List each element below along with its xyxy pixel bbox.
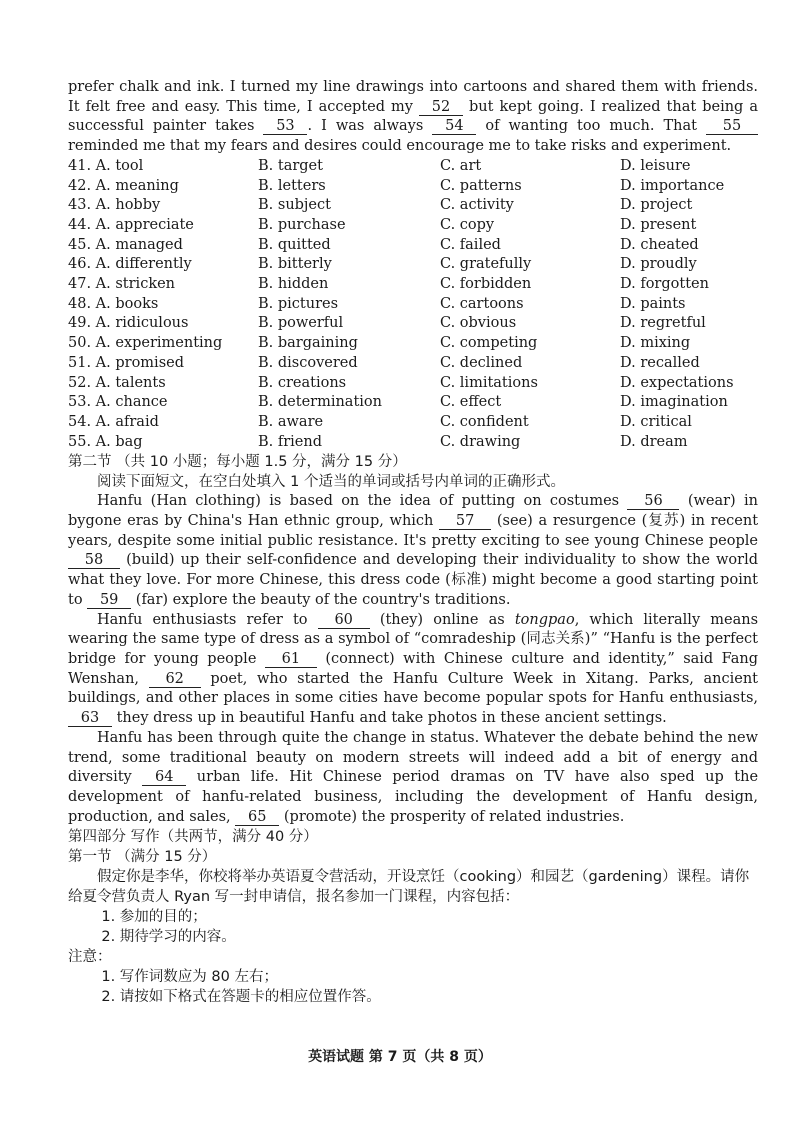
passage-paragraph: Hanfu has been through quite the change in status. Whatever the debate behind the new trend, some traditional beauty on modern streets will indeed add a bit of energy and diversity 64 urban life. Hit Chinese period dramas on TV have also sped up the development of hanfu-related business, including the development of Hanfu design, production, and sales, 65 (promote) the prosperity of related industries.	[68, 729, 759, 825]
note-item: 2. 请按如下格式在答题卡的相应位置作答。	[101, 989, 381, 1006]
term-tongpao: tongpao	[514, 611, 575, 628]
page-footer: 英语试题 第 7 页（共 8 页）	[308, 1049, 492, 1065]
option-row: 42. A. meaning B. letters C. patterns D. importance	[68, 177, 725, 194]
section-instruction: 阅读下面短文，在空白处填入 1 个适当的单词或括号内单词的正确形式。	[97, 474, 565, 491]
option-row: 55. A. bag B. friend C. drawing D. dream	[68, 433, 688, 450]
blank-59: 59	[87, 593, 131, 609]
notes-title: 注意：	[68, 949, 112, 966]
option-row: 51. A. promised B. discovered C. declined D. recalled	[68, 354, 700, 371]
writing-prompt: 假定你是李华，你校将举办英语夏令营活动，开设烹饪（cooking）和园艺（gardening）课程。请你给夏令营负责人 Ryan 写一封申请信，报名参加一门课程，内容包括：	[68, 869, 750, 906]
option-row: 46. A. differently B. bitterly C. gratefully D. proudly	[68, 256, 697, 273]
option-row: 49. A. ridiculous B. powerful C. obvious D. regretful	[68, 315, 706, 332]
blank-52: 52	[419, 100, 463, 116]
option-row: 52. A. talents B. creations C. limitations D. expectations	[68, 374, 734, 391]
blank-55: 55	[706, 119, 758, 135]
prompt-item: 1. 参加的目的；	[101, 909, 207, 926]
passage-paragraph: Hanfu (Han clothing) is based on the idea of putting on costumes 56 (wear) in bygone eras by China's Han ethnic group, which 57 (see) a resurgence (复苏) in recent years, despite some initial public resistance. It's pretty exciting to see young Chinese people 58 (build) up their self-confidence and developing their individuality to show the world what they love. For more Chinese, this dress code (标准) might become a good starting point to 59 (far) explore the beauty of the country's traditions.	[68, 493, 759, 608]
options-table	[68, 157, 758, 453]
blank-62: 62	[149, 672, 201, 688]
blank-57: 57	[439, 514, 491, 530]
option-row: 44. A. appreciate B. purchase C. copy D. present	[68, 216, 697, 233]
blank-53: 53	[263, 119, 307, 135]
option-row: 48. A. books B. pictures C. cartoons D. paints	[68, 295, 686, 312]
note-item: 1. 写作词数应为 80 左右；	[101, 969, 278, 986]
prompt-item: 2. 期待学习的内容。	[101, 929, 236, 946]
blank-54: 54	[432, 119, 476, 135]
blank-64: 64	[142, 770, 186, 786]
option-row: 53. A. chance B. determination C. effect D. imagination	[68, 394, 728, 411]
blank-58: 58	[68, 553, 120, 569]
option-row: 45. A. managed B. quitted C. failed D. cheated	[68, 236, 699, 253]
passage-paragraph: Hanfu enthusiasts refer to 60 (they) online as tongpao, which literally means wearing the same type of dress as a symbol of “comradeship (同志关系)” “Hanfu is the perfect bridge for young people 61 (connect) with Chinese culture and identity,” said Fang Wenshan, 62 poet, who started the Hanfu Culture Week in Xitang. Parks, ancient buildings, and other places in some cities have become popular spots for Hanfu enthusiasts, 63 they dress up in beautiful Hanfu and take photos in these ancient settings.	[68, 611, 759, 727]
blank-65: 65	[235, 810, 279, 826]
option-row: 47. A. stricken B. hidden C. forbidden D. forgotten	[68, 276, 709, 293]
blank-63: 63	[68, 711, 112, 727]
option-row: 50. A. experimenting B. bargaining C. competing D. mixing	[68, 335, 691, 352]
part-heading: 第四部分 写作（共两节，满分 40 分）	[68, 829, 318, 846]
passage-continuation: prefer chalk and ink. I turned my line drawings into cartoons and shared them with friends. It felt free and easy. This time, I accepted my 52 but kept going. I realized that being a successful painter takes 53 . I was always 54 of wanting too much. That 55 reminded me that my fears and desires could encourage me to take risks and experiment.	[68, 79, 758, 155]
blank-56: 56	[627, 494, 679, 510]
option-row: 54. A. afraid B. aware C. confident D. critical	[68, 413, 692, 430]
blank-61: 61	[265, 652, 317, 668]
section-heading: 第一节 （满分 15 分）	[68, 849, 217, 866]
exam-page	[68, 78, 758, 1007]
option-row: 43. A. hobby B. subject C. activity D. project	[68, 197, 693, 214]
blank-60: 60	[318, 613, 370, 629]
option-row: 41. A. tool B. target C. art D. leisure	[68, 157, 691, 174]
section-heading: 第二节 （共 10 小题；每小题 1.5 分，满分 15 分）	[68, 454, 407, 471]
